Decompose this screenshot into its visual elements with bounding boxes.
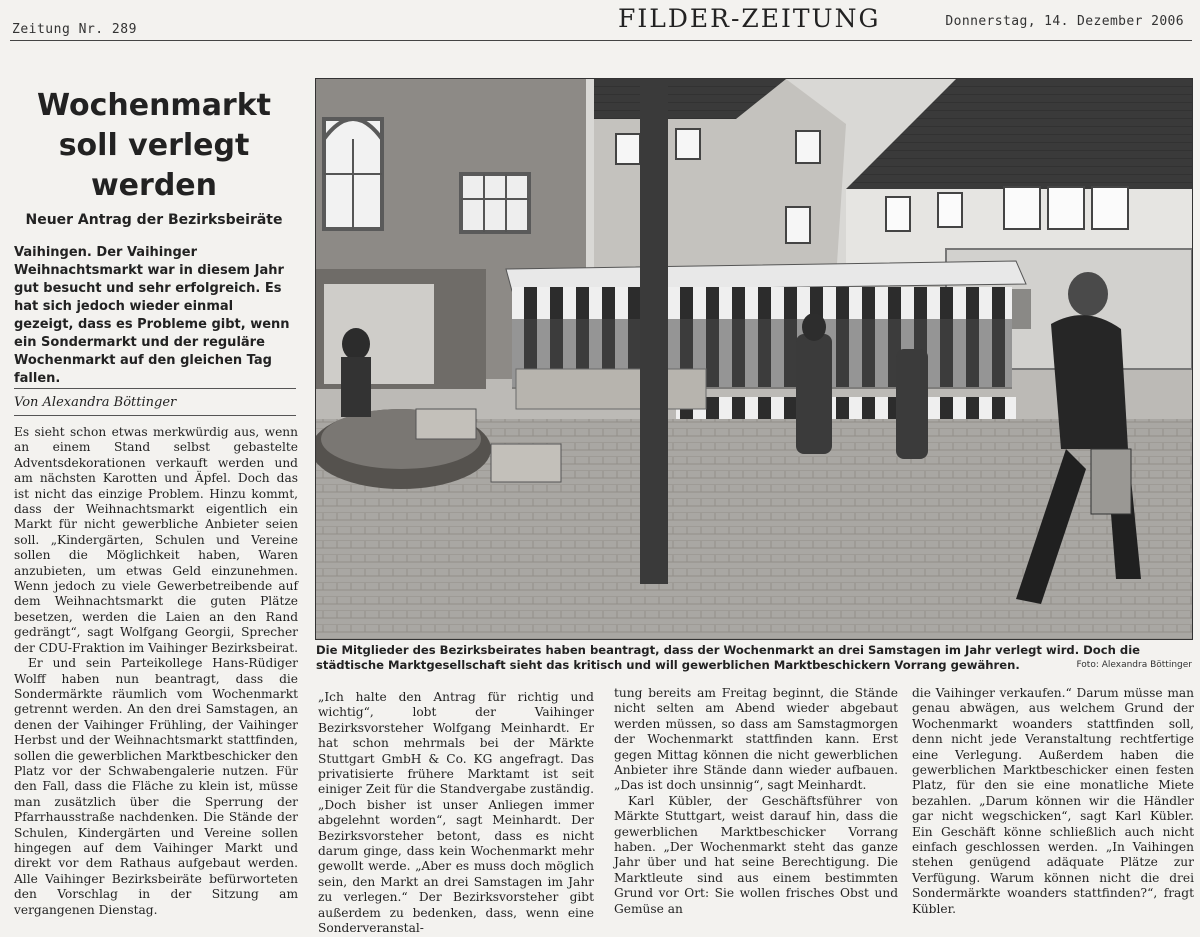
column-1-paragraph-2: Er und sein Parteikollege Hans-Rüdiger Wolff haben nun beantragt, dass die Sondermärkte räumlich vom Wochenmarkt getrennt werden. An den drei Samstagen, an denen der Vaihinger Frühling, der Vaihinger Herbst und der Weihnachtsmarkt stattfinden, sollen die gewerblichen Marktbeschicker den Platz vor der Schwabengalerie nutzen. Für den Fall, dass die Fläche zu klein ist, müsse man zusätzlich über die Sperrung der Pfarrhausstraße nachdenken. Die Stände der Schulen, Kindergärten und Vereine sollen hingegen auf dem Vaihinger Markt und direkt vor dem Rathaus aufgebaut werden. Alle Vaihinger Bezirksbeiräte befürworteten den Vorschlag in der Sitzung am vergangenen Dienstag. bbox=[14, 656, 298, 917]
masthead bbox=[0, 0, 1200, 46]
article-column-4 bbox=[912, 686, 1194, 917]
column-4-paragraph: die Vaihinger verkaufen.“ Darum müsse man genau abwägen, aus welchem Grund der Wochenmarkt woanders stattfinden soll, denn nicht jede Veranstaltung rechtfertige eine Verlegung. Außerdem haben die gewerblichen Marktbeschicker einen festen Platz, für den sie eine monatliche Miete bezahlen. „Darum können wir die Händler gar nicht wegschicken“, sagt Karl Kübler. Ein Geschäft könne schließlich auch nicht einfach geschlossen werden. „In Vaihingen stehen genügend adäquate Plätze zur Verfügung. Warum können nicht die drei Sondermärkte woanders stattfinden?“, fragt Kübler. bbox=[912, 686, 1194, 916]
byline-rule-bottom bbox=[14, 415, 296, 416]
article-headline: Wochenmarkt soll verlegt werden bbox=[36, 88, 272, 203]
article-column-2 bbox=[318, 690, 594, 937]
column-3-paragraph-1: tung bereits am Freitag beginnt, die Stände nicht selten am Abend wieder abgebaut werden müssen, so dass am Samstagmorgen der Wochenmarkt stattfinden kann. Erst gegen Mittag können die nicht gewerblichen Anbieter ihre Stände dann wieder aufbauen. „Das ist doch unsinnig“, sagt Meinhardt. bbox=[614, 686, 898, 793]
column-1-paragraph-1: Es sieht schon etwas merkwürdig aus, wenn an einem Stand selbst gebastelte Adventsdekorationen verkauft werden und am nächsten Karotten und Äpfel. Doch das ist nicht das einzige Problem. Hinzu kommt, dass der Weihnachtsmarkt eigentlich ein Markt für nicht gewerbliche Anbieter seien soll. „Kindergärten, Schulen und Vereine sollen die Möglichkeit haben, Waren anzubieten, um etwas Geld einzunehmen. Wenn jedoch zu viele Gewerbetreibende auf dem Weihnachtsmarkt die guten Plätze besetzen, werden die Laien an den Rand gedrängt“, sagt Wolfgang Georgii, Sprecher der CDU-Fraktion im Vaihinger Bezirksbeirat. bbox=[14, 425, 298, 655]
article-column-1 bbox=[14, 425, 298, 918]
lead-text: Der Vaihinger Weihnachtsmarkt war in diesem Jahr gut besucht und sehr erfolgreich. Es hat sich jedoch wieder einmal gezeigt, dass es Probleme gibt, wenn ein Sondermarkt und der reguläre Wochenmarkt auf den gleichen Tag fallen. bbox=[14, 245, 290, 386]
issue-date: Donnerstag, 14. Dezember 2006 bbox=[945, 14, 1184, 29]
market-photo bbox=[315, 78, 1193, 640]
column-3-paragraph-2: Karl Kübler, der Geschäftsführer von Märkte Stuttgart, weist darauf hin, dass die gewerblichen Marktbeschicker Vorrang haben. „Der Wochenmarkt steht das ganze Jahr über und hat seine Berechtigung. Die Marktleute sind aus einem bestimmten Grund vor Ort: Sie wollen frisches Obst und Gemüse an bbox=[614, 793, 898, 916]
article-subhead: Neuer Antrag der Bezirksbeiräte bbox=[25, 212, 283, 228]
masthead-rule bbox=[10, 40, 1192, 41]
lead-dateline: Vaihingen. bbox=[14, 245, 92, 260]
photo-caption: Die Mitglieder des Bezirksbeirates haben beantragt, dass der Wochenmarkt an drei Samstagen im Jahr verlegt wird. Doch die städtische Marktgesellschaft sieht das kritisch und will gewerblichen Marktbeschickern Vorrang gewähren. bbox=[316, 643, 1141, 672]
article-column-3 bbox=[614, 686, 898, 917]
photo-credit: Foto: Alexandra Böttinger bbox=[1076, 660, 1192, 670]
column-2-paragraph: „Ich halte den Antrag für richtig und wichtig“, lobt der Vaihinger Bezirksvorsteher Wolfgang Meinhardt. Er hat schon mehrmals bei der Märkte Stuttgart GmbH & Co. KG angefragt. Das privatisierte frühere Marktamt ist seit einiger Zeit für die Standvergabe zuständig. „Doch bisher ist unser Anliegen immer abgelehnt worden“, sagt Meinhardt. Der Bezirksvorsteher betont, dass es nicht darum ginge, dass kein Wochenmarkt mehr gewollt werde. „Aber es muss doch möglich sein, den Markt an drei Samstagen im Jahr zu verlegen.“ Der Bezirksvorsteher gibt außerdem zu bedenken, dass, wenn eine Sonderveranstal- bbox=[318, 690, 594, 936]
newspaper-name: FILDER-ZEITUNG bbox=[618, 4, 881, 33]
byline-rule-top bbox=[14, 388, 296, 389]
market-photo-illustration bbox=[316, 79, 1192, 639]
issue-number: Zeitung Nr. 289 bbox=[12, 22, 137, 37]
byline: Von Alexandra Böttinger bbox=[14, 395, 177, 410]
article-lead bbox=[14, 244, 294, 388]
